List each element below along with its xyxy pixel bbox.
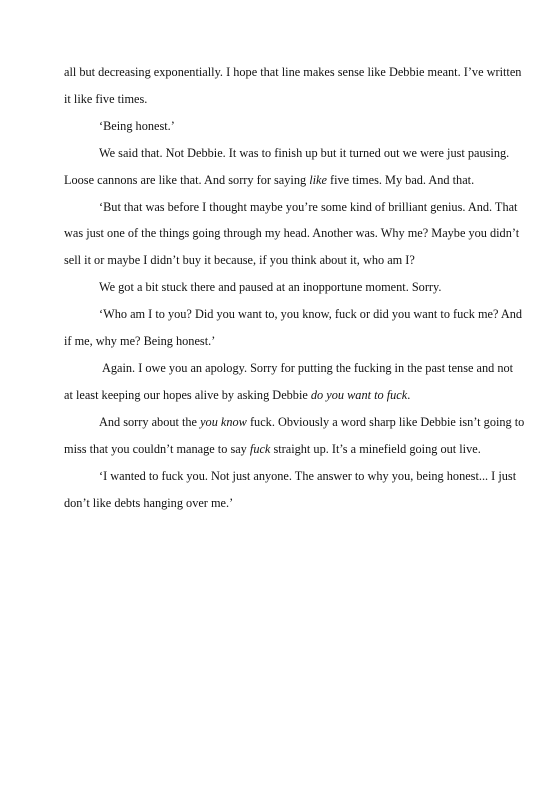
text-run: . — [407, 387, 411, 402]
text-line — [64, 301, 523, 328]
text-run: ‘But that was before I thought maybe you’re some kind of brilliant genius. And. That — [99, 199, 518, 214]
text-run: fuck. Obviously a word sharp like Debbie isn’t going to — [246, 414, 525, 429]
text-run: We got a bit stuck there and paused at an inopportune moment. Sorry. — [99, 280, 442, 295]
text-line — [64, 382, 499, 409]
text-line — [64, 59, 522, 86]
text-run: ‘I wanted to fuck you. Not just anyone. The answer to why you, being honest... I just — [99, 468, 517, 483]
italic-text: do you want to fuck — [310, 387, 408, 402]
text-line — [64, 113, 499, 140]
text-run: it like five times. — [64, 91, 148, 106]
text-run: don’t like debts hanging over me.’ — [64, 495, 234, 510]
body-text — [64, 59, 525, 516]
text-run: straight up. It’s a minefield going out live. — [270, 441, 481, 456]
text-run: Again. I owe you an apology. Sorry for putting the fucking in the past tense and not — [102, 360, 514, 375]
text-run: miss that you couldn’t manage to say — [64, 441, 250, 456]
text-line — [64, 328, 499, 355]
italic-text: fuck — [249, 441, 271, 456]
text-line — [64, 247, 499, 274]
text-run: ‘Who am I to you? Did you want to, you know, fuck or did you want to fuck me? And — [99, 307, 523, 322]
text-line — [64, 355, 514, 382]
text-run: all but decreasing exponentially. I hope that line makes sense like Debbie meant. I’ve written — [64, 65, 522, 79]
text-line — [64, 86, 499, 113]
text-run: We said that. Not Debbie. It was to finish up but it turned out we were just pausing. — [99, 145, 510, 160]
text-line — [64, 167, 499, 194]
text-run: ‘Being honest.’ — [99, 118, 175, 133]
text-run: Loose cannons are like that. And sorry for saying — [64, 172, 310, 187]
text-line — [64, 140, 510, 167]
italic-text: like — [309, 172, 327, 187]
text-line — [64, 490, 499, 517]
text-run: if me, why me? Being honest.’ — [64, 334, 216, 349]
text-run: sell it or maybe I didn’t buy it because, if you think about it, who am I? — [64, 253, 415, 268]
text-line — [64, 194, 518, 221]
text-line — [64, 409, 525, 436]
text-run: was just one of the things going through my head. Another was. Why me? Maybe you didn’t — [64, 226, 520, 241]
text-run: five times. My bad. And that. — [326, 172, 475, 187]
text-run: And sorry about the — [99, 414, 201, 429]
text-line — [64, 436, 499, 463]
text-run: at least keeping our hopes alive by asking Debbie — [64, 387, 311, 402]
text-line — [64, 220, 520, 247]
italic-text: you know — [200, 414, 247, 429]
text-line — [64, 274, 499, 301]
text-line — [64, 463, 517, 490]
